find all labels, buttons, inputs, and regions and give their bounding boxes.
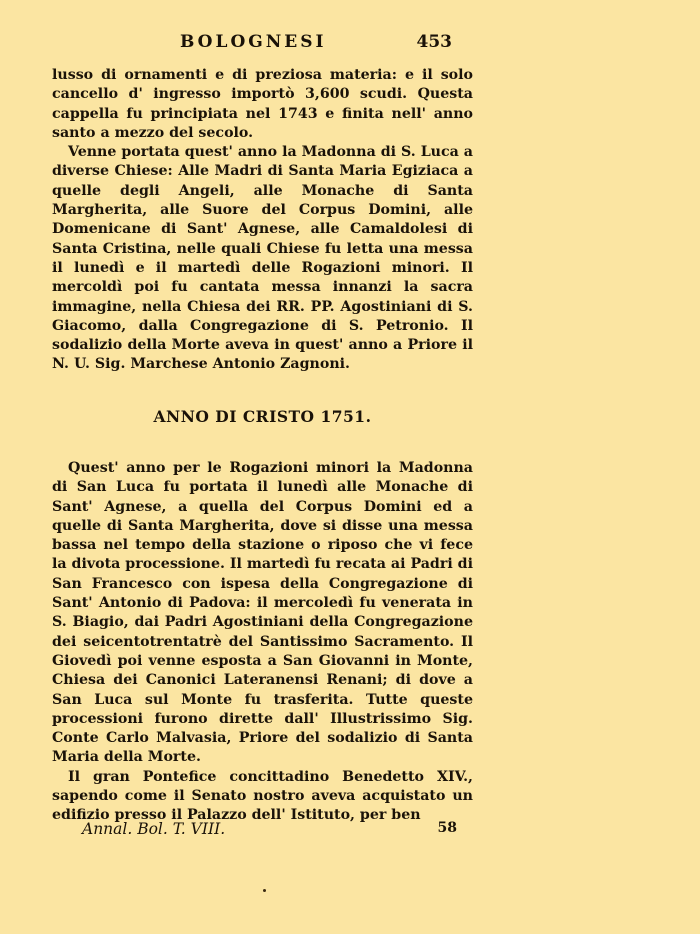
running-title: BOLOGNESI — [180, 32, 327, 52]
paragraph: Quest' anno per le Rogazioni minori la Madonna di San Luca fu portata il lunedì alle Monache di Sant' Agnese, a quella del Corpus Domini ed a quelle di Santa Margherita, dove si disse una messa bassa nel tempo della stazione o riposo che vi fece la divota processione. Il martedì fu recata ai Padri di San Francesco con ispesa della Congregazione di Sant' Antonio di Padova: il mercoledì fu venerata in S. Biagio, dai Padri Agostiniani della Congregazione dei seicentotrentatrè del Santissimo Sacramento. Il Giovedì poi venne esposta a San Giovanni in Monte, Chiesa dei Canonici Lateranensi Renani; di dove a San Luca sul Monte fu trasferita. Tutte queste processioni furono dirette dall' Illustrissimo Sig. Conte Carlo Malvasia, Priore del sodalizio di Santa Maria della Morte. — [52, 460, 473, 766]
paper-speck — [263, 889, 266, 892]
running-head — [180, 32, 452, 52]
paragraph: Il gran Pontefice concittadino Benedetto XIV., sapendo come il Senato nostro aveva acquistato un edifizio presso il Palazzo dell' Istituto, per ben — [52, 768, 473, 824]
paragraph: Venne portata quest' anno la Madonna di S. Luca a diverse Chiese: Alle Madri di Santa Maria Egiziaca a quelle degli Angeli, alle Monache di Santa Margherita, alle Suore del Corpus Domini, alle Domenicane di Sant' Agnese, alle Camaldolesi di Santa Cristina, nelle quali Chiese fu letta una messa il lunedì e il martedì delle Rogazioni minori. Il mercoldì poi fu cantata messa innanzi la sacra immagine, nella Chiesa dei RR. PP. Agostiniani di S. Giacomo, dalla Congregazione di S. Petronio. Il sodalizio della Morte aveva in quest' anno a Priore il N. U. Sig. Marchese Antonio Zagnoni. — [52, 144, 473, 373]
page-number: 453 — [416, 32, 452, 52]
signature-mark: Annal. Bol. T. VIII. — [82, 820, 226, 838]
section-heading: ANNO DI CRISTO 1751. — [153, 407, 372, 426]
signature-number: 58 — [437, 820, 457, 836]
text-block-2 — [52, 459, 473, 826]
signature-line — [82, 820, 457, 838]
text-block-1 — [52, 66, 473, 375]
paragraph: lusso di ornamenti e di preziosa materia: e il solo cancello d' ingresso importò 3,600 scudi. Questa cappella fu principiata nel 1743 e finita nell' anno santo a mezzo del secolo. — [52, 67, 473, 141]
